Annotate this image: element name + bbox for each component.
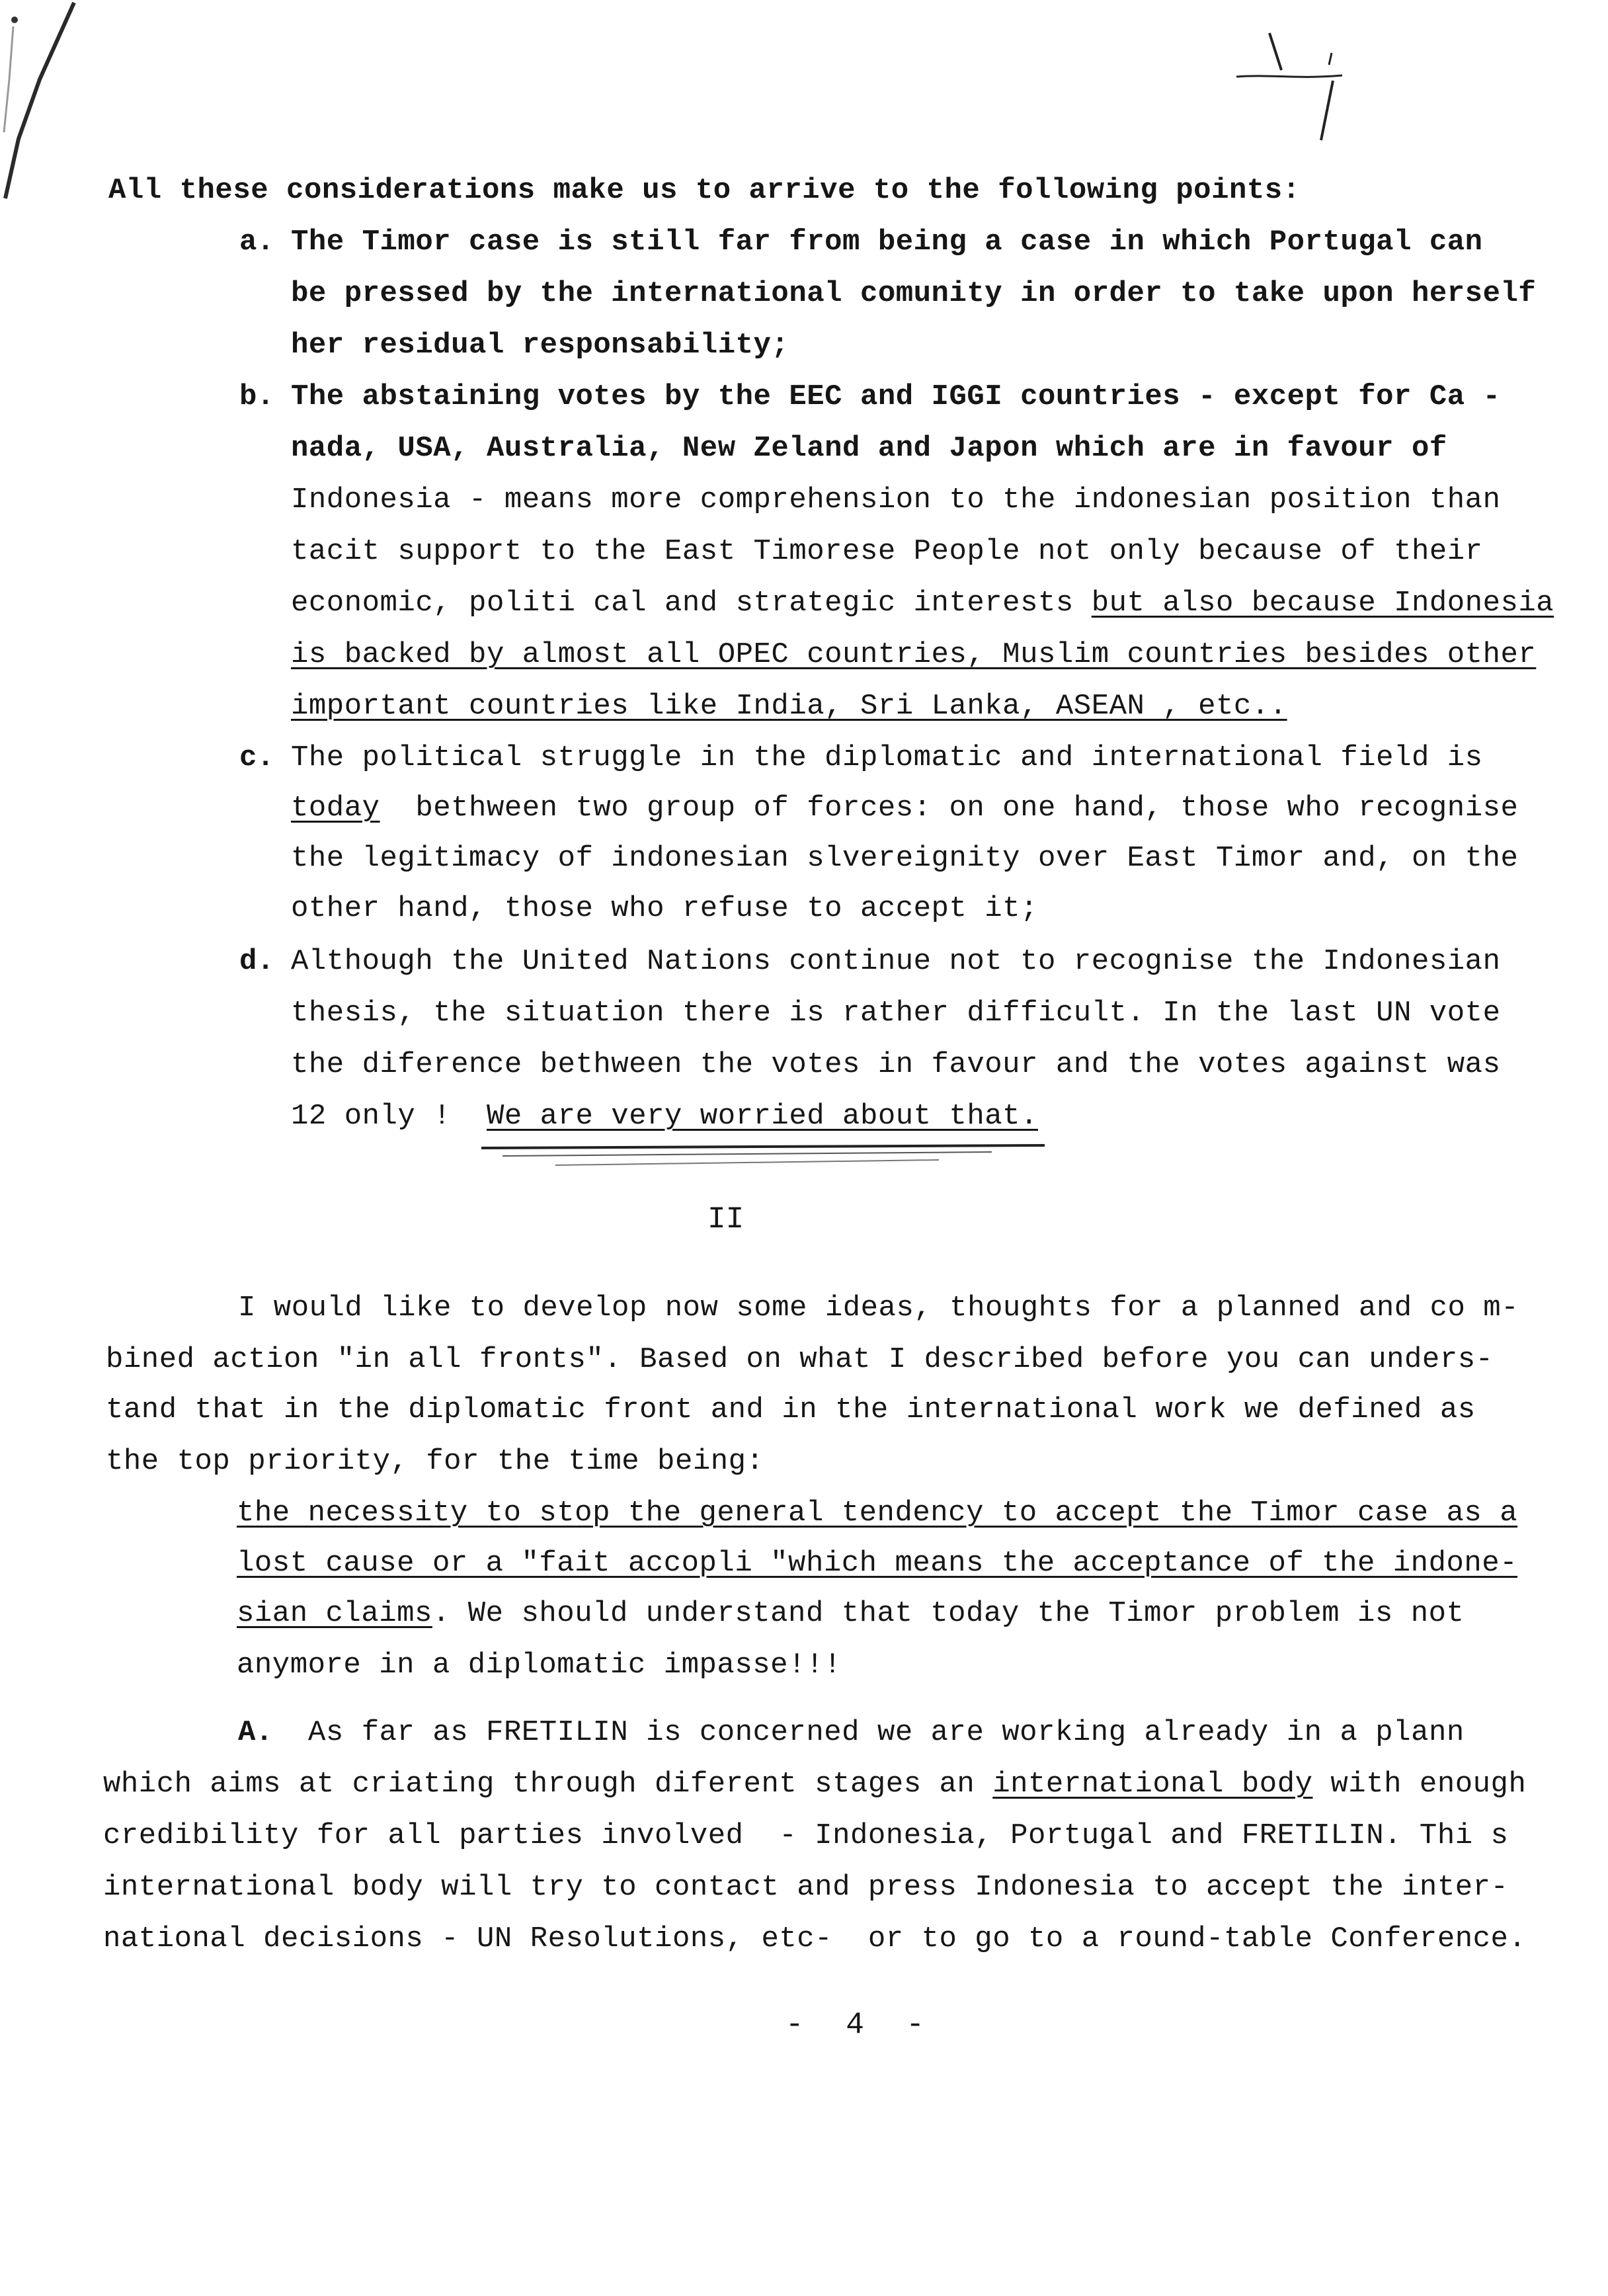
- point-b-line-4: tacit support to the East Timorese People not only because of their: [291, 535, 1483, 568]
- point-c-line-2-rest: bethween two group of forces: on one hand, those who recognise: [380, 792, 1519, 825]
- point-b-underlined-line-2: important countries like India, Sri Lanka, ASEAN , etc..: [291, 690, 1287, 723]
- para-a-line-5: national decisions - UN Resolutions, etc- or to go to a round-table Conference.: [103, 1922, 1527, 1955]
- point-a-line-1: The Timor case is still far from being a case in which Portugal can: [291, 226, 1483, 259]
- point-b-label: b.: [239, 380, 274, 413]
- priority-line-2: lost cause or a "fait accopli "which means the acceptance of the indone-: [237, 1547, 1518, 1580]
- section-line-4: the top priority, for the time being:: [106, 1445, 764, 1478]
- page-number: - 4 -: [785, 2008, 937, 2042]
- point-a-label: a.: [239, 226, 274, 259]
- point-b-line-5: [291, 586, 1554, 620]
- priority-line-3: [237, 1596, 1464, 1631]
- point-d-line-3: the diference bethween the votes in favour and the votes against was: [291, 1048, 1501, 1081]
- point-b-line-3: Indonesia - means more comprehension to the indonesian position than: [291, 483, 1501, 516]
- point-d-label: d.: [239, 945, 274, 978]
- priority-sian-claims: sian claims: [237, 1597, 432, 1630]
- point-d-line-4: [291, 1099, 1038, 1133]
- para-a-line-2-post: with enough: [1312, 1768, 1527, 1801]
- point-d-line-4-plain: 12 only !: [291, 1100, 487, 1133]
- point-c-line-2: [291, 791, 1518, 825]
- point-a-line-3: her residual responsability;: [291, 329, 789, 362]
- point-c-line-3: the legitimacy of indonesian slvereignity over East Timor and, on the: [291, 842, 1519, 875]
- section-line-2: bined action "in all fronts". Based on what I described before you can unders-: [106, 1343, 1494, 1376]
- section-line-1: I would like to develop now some ideas, thoughts for a planned and co m-: [238, 1292, 1519, 1325]
- para-a-line-2: [103, 1767, 1526, 1801]
- intro-line: All these considerations make us to arrive to the following points:: [108, 174, 1301, 207]
- section-line-3: tand that in the diplomatic front and in the international work we defined as: [106, 1393, 1476, 1426]
- para-a-label: A.: [238, 1716, 273, 1749]
- handwritten-mark: [1230, 26, 1349, 145]
- para-a-line-2-pre: which aims at criating through diferent stages an: [103, 1768, 993, 1801]
- section-heading: II: [707, 1202, 744, 1237]
- point-a-line-2: be pressed by the international comunity in order to take upon herself: [291, 277, 1537, 310]
- priority-line-1: the necessity to stop the general tendency to accept the Timor case as a: [237, 1496, 1518, 1530]
- point-d-line-1: Although the United Nations continue not to recognise the Indonesian: [291, 945, 1501, 978]
- point-d-worried: We are very worried about that.: [486, 1100, 1038, 1133]
- point-b-underlined-line-1: is backed by almost all OPEC countries, Muslim countries besides other: [291, 638, 1537, 671]
- point-c-today: today: [291, 792, 380, 825]
- point-b-line-1: The abstaining votes by the EEC and IGGI countries - except for Ca -: [291, 380, 1501, 413]
- para-a-line-3: credibility for all parties involved - Indonesia, Portugal and FRETILIN. Thi s: [103, 1819, 1509, 1852]
- priority-line-3-rest: . We should understand that today the Timor problem is not: [432, 1597, 1465, 1630]
- point-d-line-2: thesis, the situation there is rather difficult. In the last UN vote: [291, 997, 1501, 1030]
- para-a-line-4: international body will try to contact and press Indonesia to accept the inter-: [103, 1871, 1509, 1904]
- point-c-label: c.: [239, 741, 274, 774]
- point-c-line-1: The political struggle in the diplomatic and international field is: [291, 741, 1483, 774]
- point-c-line-4: other hand, those who refuse to accept it;: [291, 892, 1038, 925]
- corner-scan-streak: [0, 0, 79, 238]
- para-a-international-body: international body: [992, 1768, 1313, 1801]
- point-b-line-5-underlined: but also because Indonesia: [1091, 587, 1554, 620]
- point-b-line-5-plain: economic, politi cal and strategic interests: [291, 587, 1092, 620]
- priority-line-4: anymore in a diplomatic impasse!!!: [237, 1649, 842, 1682]
- point-b-line-2: nada, USA, Australia, New Zeland and Japon which are in favour of: [291, 432, 1447, 465]
- para-a-line-1: As far as FRETILIN is concerned we are working already in a plann: [308, 1716, 1465, 1749]
- double-underline-strokes: [476, 1139, 1071, 1178]
